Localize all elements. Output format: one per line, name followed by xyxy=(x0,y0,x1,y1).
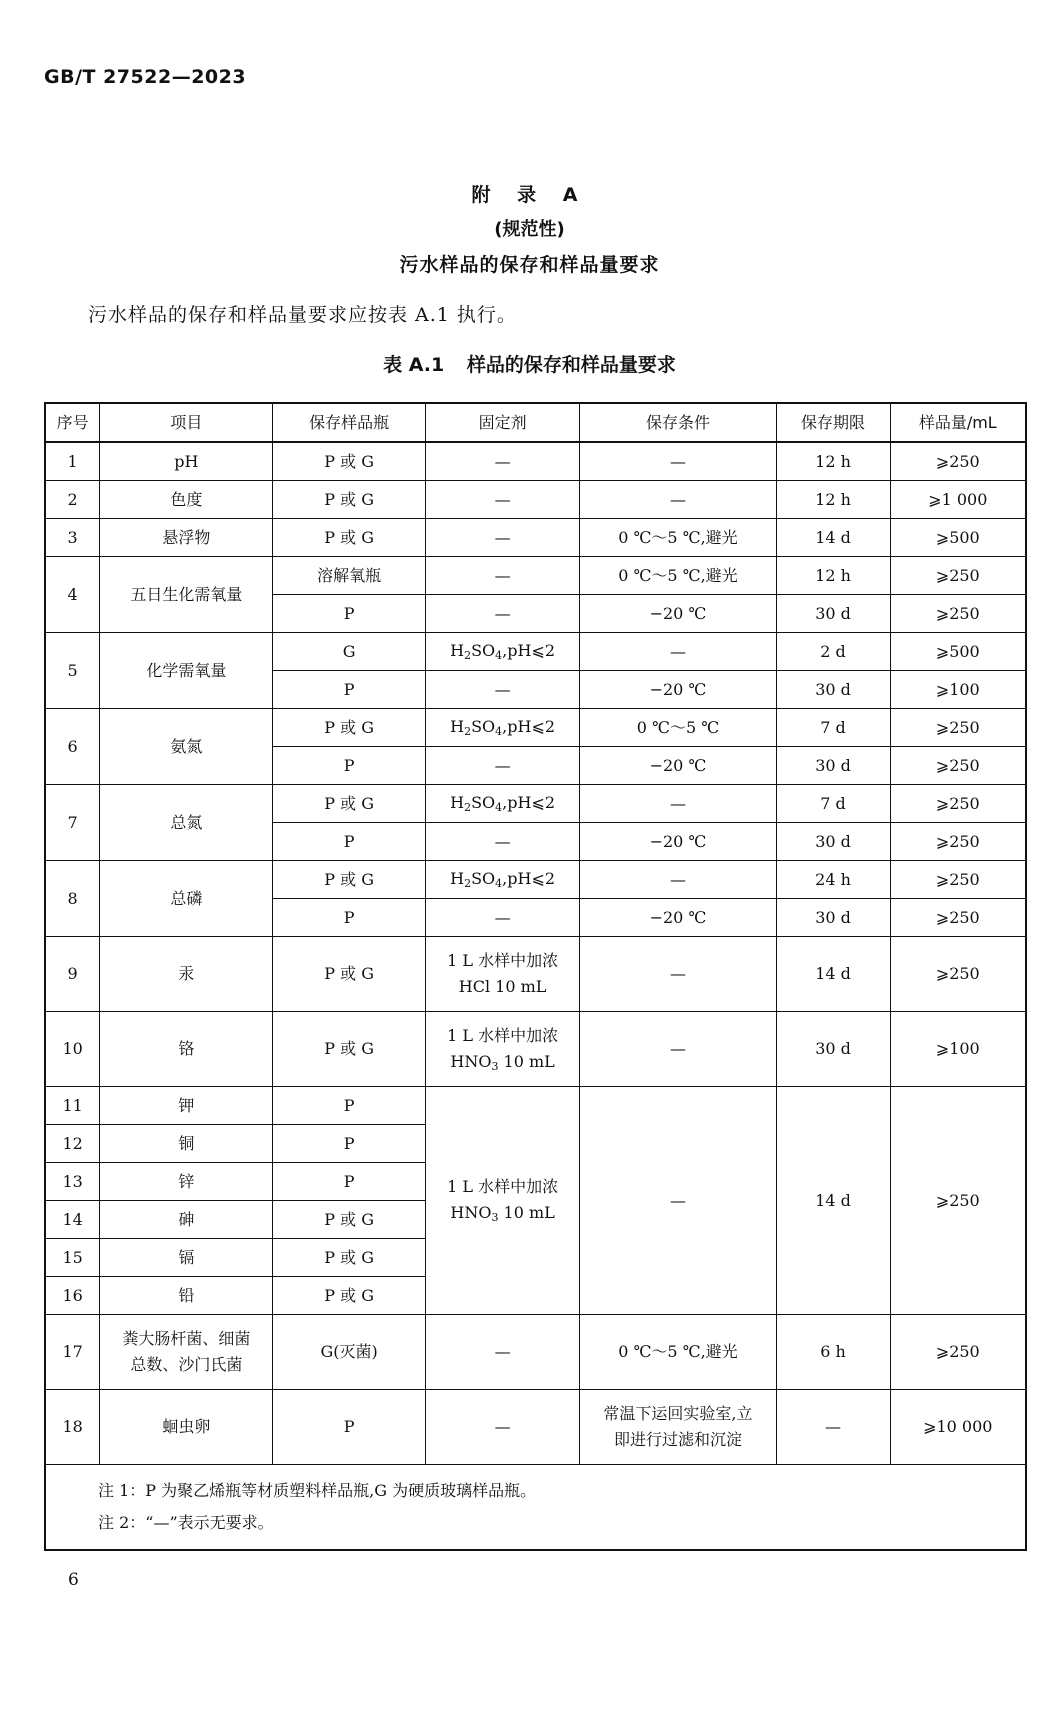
cell-item: pH xyxy=(100,442,273,481)
table-row xyxy=(45,937,1026,1012)
cell-no: 11 xyxy=(45,1087,100,1125)
cell-condition: — xyxy=(580,785,776,823)
col-header-item: 项目 xyxy=(100,403,273,442)
cell-item: 汞 xyxy=(100,937,273,1012)
cell-period: 30 d xyxy=(776,823,890,861)
cell-fixative: — xyxy=(425,595,580,633)
appendix-category: (规范性) xyxy=(494,219,565,240)
cell-item: 镉 xyxy=(100,1239,273,1277)
cell-no: 13 xyxy=(45,1163,100,1201)
cell-fixative: — xyxy=(425,671,580,709)
col-header-period: 保存期限 xyxy=(776,403,890,442)
cell-no: 6 xyxy=(45,709,100,785)
table-row xyxy=(45,861,1026,899)
col-header-fixative: 固定剂 xyxy=(425,403,580,442)
table-row xyxy=(45,481,1026,519)
note-1: 注 1：P 为聚乙烯瓶等材质塑料样品瓶,G 为硬质玻璃样品瓶。 xyxy=(98,1481,537,1500)
cell-no: 9 xyxy=(45,937,100,1012)
cell-bottle: P xyxy=(273,1390,425,1465)
cell-volume: ⩾500 xyxy=(890,633,1026,671)
cell-no: 15 xyxy=(45,1239,100,1277)
cell-period: 30 d xyxy=(776,671,890,709)
table-row xyxy=(45,519,1026,557)
cell-condition: −20 ℃ xyxy=(580,671,776,709)
cell-bottle: P xyxy=(273,1125,425,1163)
cell-no: 2 xyxy=(45,481,100,519)
cell-item: 五日生化需氧量 xyxy=(100,557,273,633)
cell-item: 悬浮物 xyxy=(100,519,273,557)
cell-period: 12 h xyxy=(776,557,890,595)
cell-bottle: P xyxy=(273,671,425,709)
table-row xyxy=(45,1390,1026,1465)
cell-item: 铅 xyxy=(100,1277,273,1315)
cell-volume: ⩾250 xyxy=(890,595,1026,633)
cell-fixative: — xyxy=(425,519,580,557)
cell-volume: ⩾500 xyxy=(890,519,1026,557)
cell-volume: ⩾250 xyxy=(890,785,1026,823)
cell-volume: ⩾1 000 xyxy=(890,481,1026,519)
note-2: 注 2：“—”表示无要求。 xyxy=(98,1513,274,1532)
table-caption-title: 样品的保存和样品量要求 xyxy=(466,354,676,376)
table-notes xyxy=(45,1465,1026,1551)
table-row xyxy=(45,785,1026,823)
cell-condition: — xyxy=(580,861,776,899)
col-header-bottle: 保存样品瓶 xyxy=(273,403,425,442)
cell-no: 5 xyxy=(45,633,100,709)
cell-fixative: — xyxy=(425,557,580,595)
table-row xyxy=(45,1315,1026,1390)
table-row xyxy=(45,442,1026,481)
cell-fixative: 1 L 水样中加浓 $HNO_3$ 10 mL xyxy=(425,1012,580,1087)
table-row xyxy=(45,709,1026,747)
cell-condition: — xyxy=(580,937,776,1012)
cell-fixative: $H_2SO_4,pH⩽2$ xyxy=(425,633,580,671)
cell-period: — xyxy=(776,1390,890,1465)
cell-bottle: P 或 G xyxy=(273,1201,425,1239)
cell-bottle: P 或 G xyxy=(273,1277,425,1315)
cell-item: 总磷 xyxy=(100,861,273,937)
cell-item: 铬 xyxy=(100,1012,273,1087)
cell-volume: ⩾250 xyxy=(890,557,1026,595)
cell-fixative: 1 L 水样中加浓 $HNO_3$ 10 mL xyxy=(425,1087,580,1315)
table-row xyxy=(45,557,1026,595)
table-caption-number: 表 A.1 xyxy=(383,354,445,376)
cell-fixative: $H_2SO_4,pH⩽2$ xyxy=(425,709,580,747)
appendix-title: 附 录 A xyxy=(471,184,588,206)
cell-volume: ⩾250 xyxy=(890,937,1026,1012)
cell-condition: — xyxy=(580,633,776,671)
cell-no: 4 xyxy=(45,557,100,633)
cell-period: 2 d xyxy=(776,633,890,671)
cell-no: 17 xyxy=(45,1315,100,1390)
table-row xyxy=(45,1087,1026,1125)
cell-fixative: — xyxy=(425,899,580,937)
cell-bottle: P 或 G xyxy=(273,785,425,823)
cell-volume: ⩾250 xyxy=(890,899,1026,937)
cell-condition: −20 ℃ xyxy=(580,595,776,633)
table-header-row xyxy=(45,403,1026,442)
cell-period: 7 d xyxy=(776,709,890,747)
cell-condition: — xyxy=(580,442,776,481)
cell-bottle: P 或 G xyxy=(273,519,425,557)
cell-bottle: P xyxy=(273,595,425,633)
cell-volume: ⩾250 xyxy=(890,861,1026,899)
cell-condition: 0 ℃～5 ℃,避光 xyxy=(580,1315,776,1390)
cell-volume: ⩾250 xyxy=(890,709,1026,747)
cell-fixative: — xyxy=(425,1390,580,1465)
table-row xyxy=(45,633,1026,671)
cell-bottle: 溶解氧瓶 xyxy=(273,557,425,595)
cell-no: 14 xyxy=(45,1201,100,1239)
preservation-table xyxy=(44,402,1027,1551)
cell-period: 14 d xyxy=(776,1087,890,1315)
cell-condition: −20 ℃ xyxy=(580,747,776,785)
cell-bottle: P xyxy=(273,823,425,861)
cell-no: 12 xyxy=(45,1125,100,1163)
cell-period: 14 d xyxy=(776,519,890,557)
cell-condition: — xyxy=(580,1012,776,1087)
cell-condition: −20 ℃ xyxy=(580,823,776,861)
cell-bottle: P xyxy=(273,899,425,937)
intro-paragraph: 污水样品的保存和样品量要求应按表 A.1 执行。 xyxy=(88,304,517,326)
cell-bottle: P xyxy=(273,1087,425,1125)
cell-volume: ⩾250 xyxy=(890,1315,1026,1390)
cell-period: 7 d xyxy=(776,785,890,823)
cell-period: 24 h xyxy=(776,861,890,899)
cell-fixative: — xyxy=(425,823,580,861)
cell-item: 钾 xyxy=(100,1087,273,1125)
cell-volume: ⩾100 xyxy=(890,1012,1026,1087)
cell-fixative: 1 L 水样中加浓 HCl 10 mL xyxy=(425,937,580,1012)
cell-bottle: P 或 G xyxy=(273,1012,425,1087)
cell-condition: — xyxy=(580,481,776,519)
cell-period: 6 h xyxy=(776,1315,890,1390)
cell-condition: 0 ℃～5 ℃,避光 xyxy=(580,557,776,595)
cell-no: 8 xyxy=(45,861,100,937)
cell-condition: −20 ℃ xyxy=(580,899,776,937)
cell-no: 16 xyxy=(45,1277,100,1315)
cell-no: 1 xyxy=(45,442,100,481)
cell-bottle: P 或 G xyxy=(273,937,425,1012)
cell-condition: — xyxy=(580,1087,776,1315)
cell-bottle: G xyxy=(273,633,425,671)
col-header-no: 序号 xyxy=(45,403,100,442)
cell-bottle: P 或 G xyxy=(273,709,425,747)
cell-period: 30 d xyxy=(776,747,890,785)
table-notes-row xyxy=(45,1465,1026,1551)
cell-bottle: P xyxy=(273,747,425,785)
page-number: 6 xyxy=(68,1570,79,1590)
cell-volume: ⩾250 xyxy=(890,823,1026,861)
cell-volume: ⩾250 xyxy=(890,442,1026,481)
cell-fixative: $H_2SO_4,pH⩽2$ xyxy=(425,785,580,823)
cell-period: 14 d xyxy=(776,937,890,1012)
cell-no: 7 xyxy=(45,785,100,861)
cell-item: 粪大肠杆菌、细菌 总数、沙门氏菌 xyxy=(100,1315,273,1390)
cell-bottle: P xyxy=(273,1163,425,1201)
cell-bottle: P 或 G xyxy=(273,481,425,519)
cell-item: 氨氮 xyxy=(100,709,273,785)
standard-number: GB/T 27522—2023 xyxy=(44,66,247,88)
cell-fixative: — xyxy=(425,481,580,519)
cell-item: 铜 xyxy=(100,1125,273,1163)
cell-bottle: P 或 G xyxy=(273,442,425,481)
cell-fixative: — xyxy=(425,747,580,785)
cell-volume: ⩾250 xyxy=(890,747,1026,785)
cell-bottle: P 或 G xyxy=(273,1239,425,1277)
cell-fixative: $H_2SO_4,pH⩽2$ xyxy=(425,861,580,899)
cell-period: 12 h xyxy=(776,442,890,481)
cell-fixative: — xyxy=(425,1315,580,1390)
cell-bottle: P 或 G xyxy=(273,861,425,899)
cell-bottle: G(灭菌) xyxy=(273,1315,425,1390)
cell-period: 30 d xyxy=(776,595,890,633)
cell-volume: ⩾100 xyxy=(890,671,1026,709)
cell-volume: ⩾10 000 xyxy=(890,1390,1026,1465)
table-row xyxy=(45,1012,1026,1087)
cell-period: 30 d xyxy=(776,899,890,937)
cell-item: 化学需氧量 xyxy=(100,633,273,709)
table-caption xyxy=(0,350,1059,377)
cell-item: 砷 xyxy=(100,1201,273,1239)
appendix-heading: 污水样品的保存和样品量要求 xyxy=(399,254,660,276)
cell-period: 12 h xyxy=(776,481,890,519)
cell-item: 色度 xyxy=(100,481,273,519)
col-header-volume: 样品量/mL xyxy=(890,403,1026,442)
cell-item: 蛔虫卵 xyxy=(100,1390,273,1465)
cell-volume: ⩾250 xyxy=(890,1087,1026,1315)
col-header-condition: 保存条件 xyxy=(580,403,776,442)
cell-condition: 0 ℃～5 ℃,避光 xyxy=(580,519,776,557)
cell-no: 3 xyxy=(45,519,100,557)
cell-fixative: — xyxy=(425,442,580,481)
cell-item: 总氮 xyxy=(100,785,273,861)
cell-no: 18 xyxy=(45,1390,100,1465)
cell-item: 锌 xyxy=(100,1163,273,1201)
cell-no: 10 xyxy=(45,1012,100,1087)
cell-condition: 常温下运回实验室,立 即进行过滤和沉淀 xyxy=(580,1390,776,1465)
cell-period: 30 d xyxy=(776,1012,890,1087)
cell-condition: 0 ℃～5 ℃ xyxy=(580,709,776,747)
